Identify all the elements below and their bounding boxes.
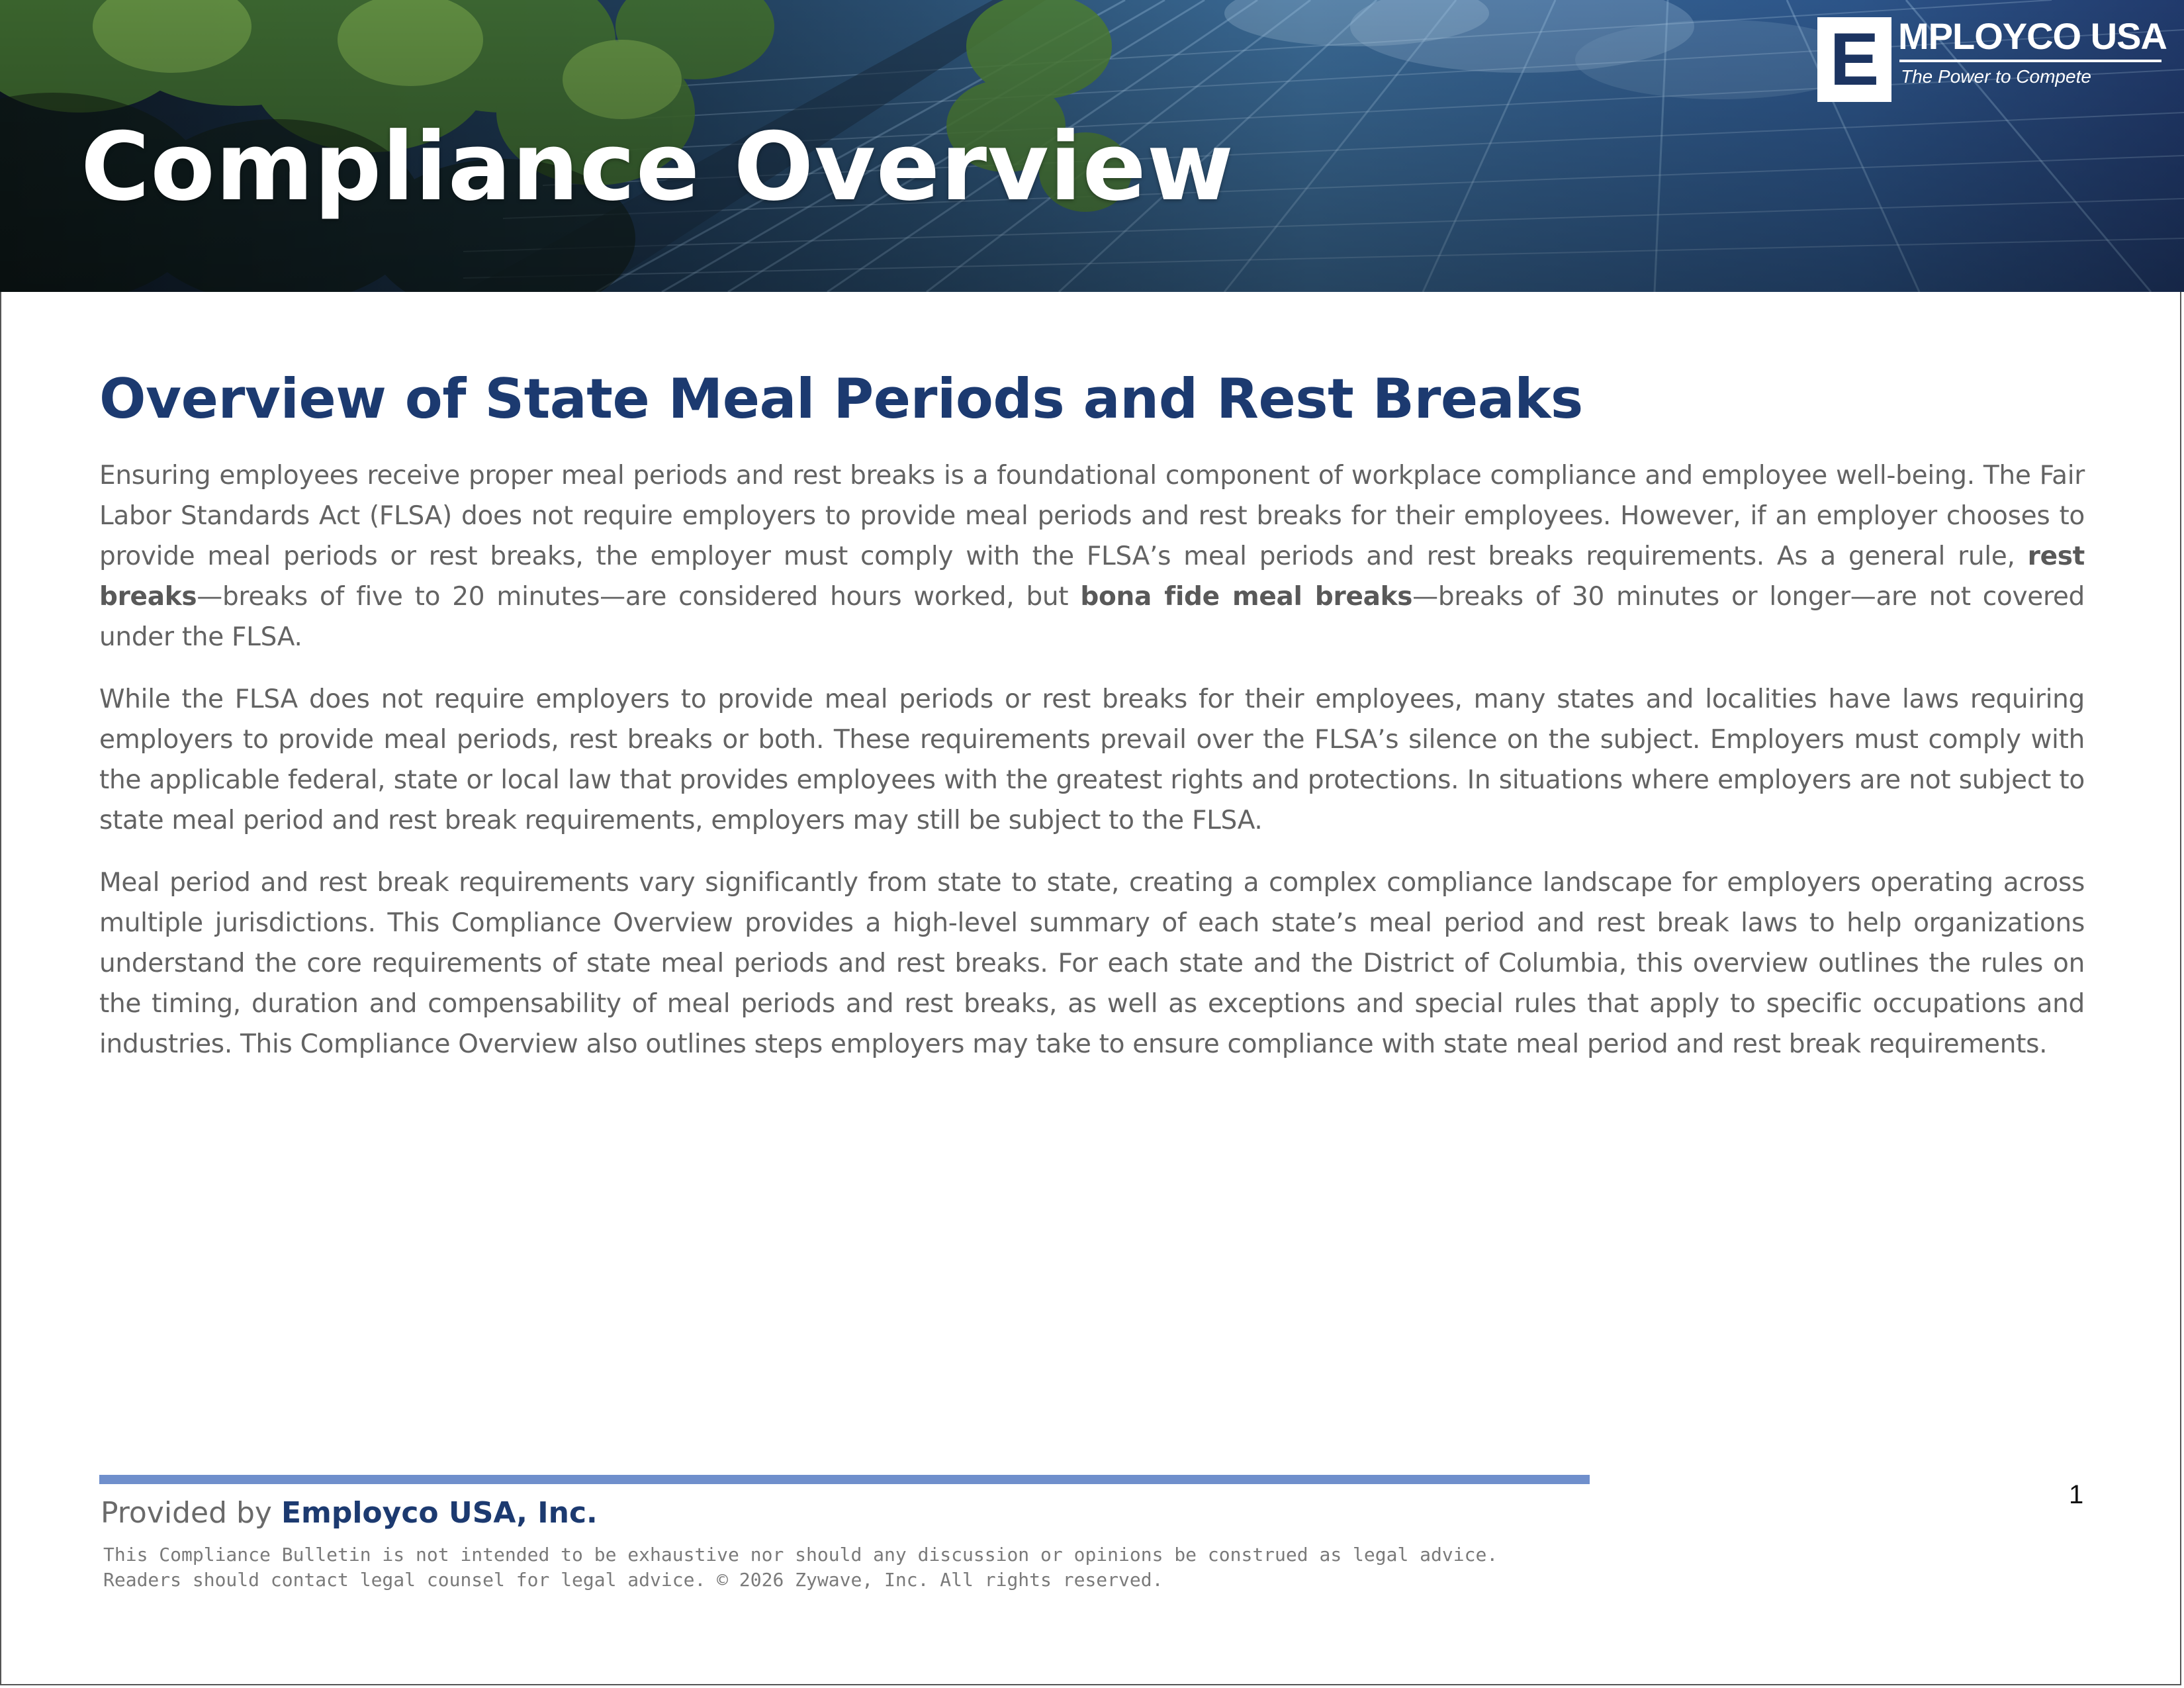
paragraph-1-text-cont: —breaks of five to 20 minutes—are considered hours worked, but <box>197 582 1081 612</box>
paragraph-1-text-end: —breaks of 30 minutes or longer—are not covered under the FLSA. <box>99 582 2085 652</box>
legal-disclaimer <box>103 1542 1498 1593</box>
page-number: 1 <box>2069 1480 2084 1509</box>
paragraph-1-bold-meal-breaks: bona fide meal breaks <box>1080 582 1413 612</box>
provided-by <box>101 1496 598 1530</box>
logo-name: MPLOYCO USA <box>1898 15 2167 57</box>
disclaimer-line-2: Readers should contact legal counsel for legal advice. © 2026 Zywave, Inc. All rights reserved. <box>103 1569 1163 1591</box>
paragraph-2: While the FLSA does not require employers to provide meal periods or rest breaks for their employees, many states and localities have laws requiring employers to provide meal periods, rest breaks or both. These requirements prevail over the FLSA’s silence on the subject. Employers must comply with the applicable federal, state or local law that provides employees with the greatest rights and protections. In situations where employers are not subject to state meal period and rest break requirements, employers may still be subject to the FLSA. <box>99 684 2085 835</box>
company-logo[interactable] <box>1817 17 2167 102</box>
header-banner <box>0 0 2184 292</box>
document-body <box>99 455 2085 1086</box>
provider-company: Employco USA, Inc. <box>281 1496 598 1530</box>
logo-divider <box>1899 60 2161 62</box>
logo-box <box>1817 17 1891 102</box>
logo-letter: E <box>1829 18 1880 101</box>
paragraph-1-text: Ensuring employees receive proper meal periods and rest breaks is a foundational component of workplace compliance and employee well-being. The Fair Labor Standards Act (FLSA) does not require employers to provide meal periods and rest breaks for their employees. However, if an employer chooses to provide meal periods or rest breaks, the employer must comply with the FLSA’s meal periods and rest breaks requirements. As a general rule, <box>99 461 2085 571</box>
logo-tagline: The Power to Compete <box>1901 66 2091 87</box>
document-title: Overview of State Meal Periods and Rest Breaks <box>99 367 1583 431</box>
paragraph-1 <box>99 455 2085 657</box>
paragraph-3: Meal period and rest break requirements vary significantly from state to state, creating a complex compliance landscape for employers operating across multiple jurisdictions. This Compliance Overview provides a high-level summary of each state’s meal period and rest break laws to help organizations understand the core requirements of state meal periods and rest breaks. For each state and the District of Columbia, this overview outlines the rules on the timing, duration and compensability of meal periods and rest breaks, as well as exceptions and special rules that apply to specific occupations and industries. This Compliance Overview also outlines steps employers may take to ensure compliance with state meal period and rest break requirements. <box>99 868 2085 1059</box>
paragraph-1-bold-rest-breaks: rest breaks <box>99 541 2085 612</box>
disclaimer-line-1: This Compliance Bulletin is not intended to be exhaustive nor should any discussion or opinions be construed as legal advice. <box>103 1544 1498 1566</box>
footer-divider <box>99 1475 1590 1484</box>
provided-by-label: Provided by <box>101 1496 281 1530</box>
banner-title: Compliance Overview <box>81 113 1234 222</box>
